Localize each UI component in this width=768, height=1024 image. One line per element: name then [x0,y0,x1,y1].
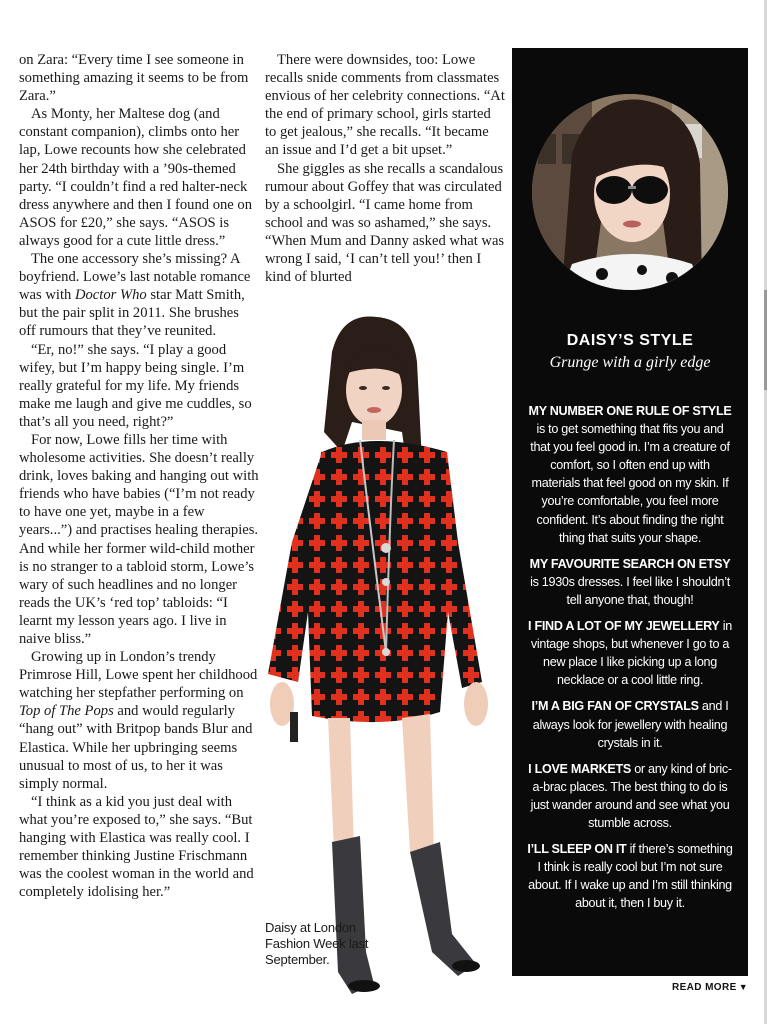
style-sidebar [512,48,748,976]
tip-lead: I’LL SLEEP ON IT [527,842,627,857]
tip-text: in vintage shops, but whenever I go to a new place I like picking up a long necklace or a cool little ring. [530,619,732,688]
read-more-link[interactable] [672,982,748,993]
arrow-down-icon: ▼ [738,982,748,992]
article-left-column [19,51,259,901]
article-paragraph: For now, Lowe fills her time with wholesome activities. She doesn’t really drink, loves baking and hanging out with friends who have babies (“I’m not ready to have one yet, maybe in a few years...”) and practises healing therapies. And while her former wild-child mother is no stranger to a tabloid storm, Lowe’s wary of such headlines and no longer reads the UK’s ‘red top’ tabloids: “I learnt my lesson years ago. I live in naive bliss.” [19,431,259,647]
tip-text: is 1930s dresses. I feel like I shouldn’t tell anyone that, though! [530,574,730,607]
tip-lead: I’M A BIG FAN OF CRYSTALS [531,699,699,714]
tip-lead: I FIND A LOT OF MY JEWELLERY [528,619,720,634]
portrait-photo [532,94,728,290]
style-tip [526,402,734,547]
style-tip [526,840,734,912]
article-paragraph: The one accessory she’s missing? A boyfriend. Lowe’s last notable romance was with Doctor Who star Matt Smith, but the pair split in 2011. She brushes off rumours that they’ve reunited. [19,251,251,340]
show-title: Top of The Pops [19,703,114,720]
article-paragraph: on Zara: “Every time I see someone in something amazing it seems to be from Zara.” [19,52,249,105]
article-paragraph: Growing up in London’s trendy Primrose Hill, Lowe spent her childhood watching her stepfather performing on Top of The Pops and would regularly “hang out” with Britpop bands Blur and Elastica. While her upbringing seems unusual to most of us, to her it was simply normal. [19,649,258,792]
style-subtitle: Grunge with a girly edge [549,354,711,371]
article-paragraph: There were downsides, too: Lowe recalls snide comments from classmates envious of her celebrity connections. “At the end of primary school, girls started to get jealous,” she recalls. “It became an issue and I’d get a bit upset.” [265,52,505,159]
style-title: DAISY’S STYLE [566,332,694,349]
style-tip [526,760,734,832]
article-paragraph: She giggles as she recalls a scandalous rumour about Goffey that was circulated by a schoolgirl. “I came home from school and was so ashamed,” she says. “When Mum and Danny asked what was wrong I said, ‘I can’t tell you!’ then I kind of blurted [265,160,505,286]
scrollbar[interactable] [762,0,768,1024]
scrollbar-thumb[interactable] [764,290,767,390]
style-tips [526,402,734,920]
tip-text: if there’s something I think is really cool but I’m not sure about. If I wake up and I’m still thinking about it, then I buy it. [528,842,733,911]
fashion-week-photo [262,312,510,1002]
article-paragraph: “I think as a kid you just deal with what you’re exposed to,” she says. “But hanging with Elastica was really cool. I remember thinking Justine Frischmann was the coolest woman in the world and completely idolising her.” [19,793,254,901]
style-tip [526,555,734,609]
tip-text: and I always look for jewellery with healing crystals in it. [532,699,729,750]
show-title: Doctor Who [74,287,147,304]
article-paragraph: As Monty, her Maltese dog (and constant companion), climbs onto her lap, Lowe recounts how she celebrated her 24th birthday with a ’90s-themed party. “I couldn’t find a red halter-neck dress anywhere and then I found one on ASOS for £20,” she says. “ASOS is always good for a cute little dress.” [19,106,253,249]
tip-text: is to get something that fits you and that you feel good in. I’m a creature of comfort, so I often end up with materials that feel good on my skin. If you’re comfortable, you feel more confident. It’s about finding the right thing that suits your shape. [530,422,730,545]
photo-caption: Daisy at London Fashion Week last September. [265,920,369,967]
tip-lead: MY FAVOURITE SEARCH ON ETSY [529,556,731,571]
read-more-label: READ MORE [671,982,737,993]
style-tip [526,617,734,689]
style-tip [526,697,734,751]
tip-lead: I LOVE MARKETS [528,761,632,776]
article-middle-column [265,51,505,286]
tip-text: or any kind of bric-a-brac places. The best thing to do is just wander around and see what you stumble across. [530,761,732,830]
article-paragraph: “Er, no!” she says. “I play a good wifey, but I’m happy being single. I’m really grateful for my life. My friends make me laugh and give me cuddles, so that’s all you need, right?” [19,341,252,430]
tip-lead: MY NUMBER ONE RULE OF STYLE [528,404,732,418]
